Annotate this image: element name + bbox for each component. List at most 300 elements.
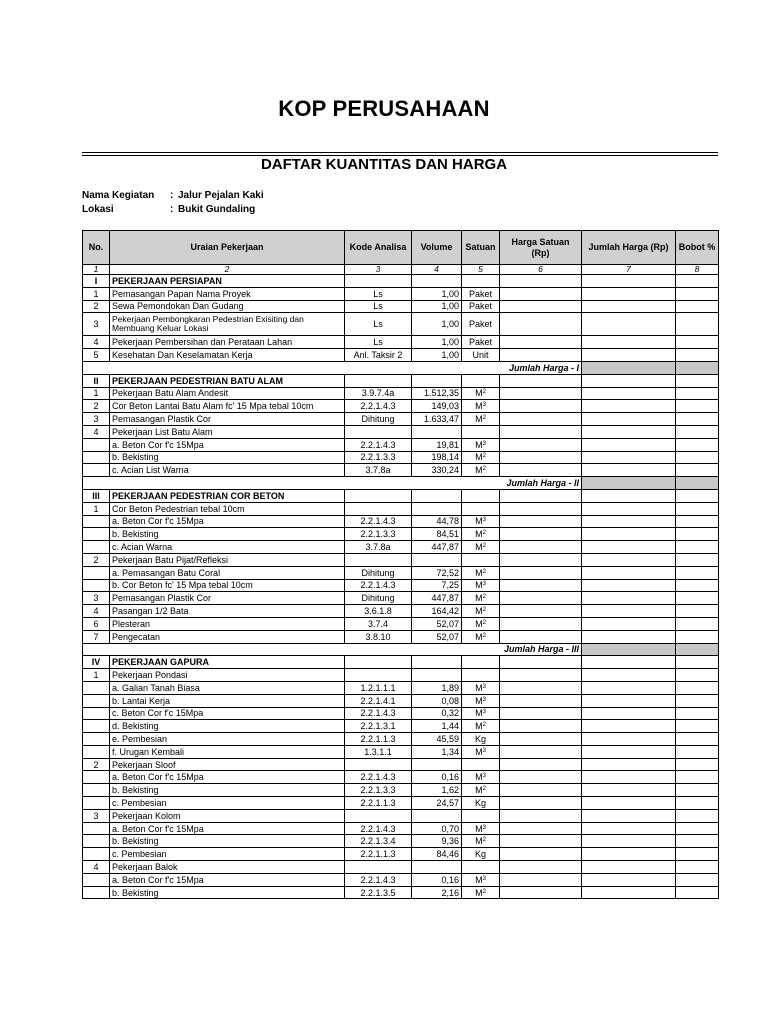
row-jumlah-harga [582,656,676,669]
col-number: 2 [110,265,345,275]
section-row [83,489,719,502]
satuan-exponent: 2 [482,619,486,626]
meta-lokasi-value: Bukit Gundaling [178,204,256,215]
satuan-unit: Paket [468,337,492,348]
satuan-exponent: 3 [482,747,486,754]
row-jumlah-harga [582,287,676,300]
row-jumlah-harga [582,336,676,349]
row-uraian: e. Pembesian [110,733,345,746]
row-jumlah-harga [582,425,676,438]
row-satuan [462,681,500,694]
header-rule-top [82,152,718,153]
row-no [83,797,110,810]
row-kode: 1.3.1.1 [345,745,412,758]
satuan-unit: M [475,529,483,540]
row-volume: 1,34 [412,745,462,758]
row-satuan [462,771,500,784]
row-kode: 3.7.8a [345,541,412,554]
table-row [83,464,719,477]
meta-colon: : [170,204,174,215]
row-bobot [676,592,719,605]
row-satuan [462,541,500,554]
table-row [83,681,719,694]
row-satuan [462,835,500,848]
col-number: 7 [582,265,676,275]
satuan-unit: M [475,401,483,412]
row-kode: 2.2.1.3.1 [345,720,412,733]
row-volume: 330,24 [412,464,462,477]
row-bobot [676,579,719,592]
table-row [83,387,719,400]
row-satuan [462,656,500,669]
row-harga-satuan [500,745,582,758]
row-no: 5 [83,349,110,362]
row-volume: 0,32 [412,707,462,720]
subtotal-value [582,643,676,656]
row-bobot [676,413,719,426]
row-volume: 1,00 [412,336,462,349]
row-jumlah-harga [582,489,676,502]
row-volume [412,275,462,288]
row-bobot [676,694,719,707]
section-title: PEKERJAAN PERSIAPAN [110,275,345,288]
row-bobot [676,451,719,464]
col-header-uraian: Uraian Pekerjaan [110,231,345,265]
row-bobot [676,886,719,899]
row-bobot [676,617,719,630]
row-satuan [462,387,500,400]
row-uraian: a. Beton Cor f'c 15Mpa [110,873,345,886]
row-no: II [83,374,110,387]
row-volume [412,809,462,822]
table-row [83,566,719,579]
row-harga-satuan [500,464,582,477]
row-uraian: Kesehatan Dan Keselamatan Kerja [110,349,345,362]
row-jumlah-harga [582,374,676,387]
row-harga-satuan [500,287,582,300]
table-row [83,541,719,554]
satuan-exponent: 2 [482,786,486,793]
row-kode [345,758,412,771]
satuan-exponent: 3 [482,581,486,588]
row-jumlah-harga [582,694,676,707]
row-uraian: a. Pemasangan Batu Coral [110,566,345,579]
row-harga-satuan [500,656,582,669]
satuan-exponent: 2 [482,389,486,396]
row-volume [412,374,462,387]
table-row [83,694,719,707]
row-kode: Ls [345,287,412,300]
row-bobot [676,707,719,720]
row-uraian: b. Bekisting [110,784,345,797]
satuan-exponent: 3 [482,696,486,703]
col-header-kode: Kode Analisa [345,231,412,265]
row-volume: 9,36 [412,835,462,848]
row-uraian: c. Pembesian [110,797,345,810]
row-jumlah-harga [582,758,676,771]
satuan-exponent: 2 [482,453,486,460]
row-uraian: d. Bekisting [110,720,345,733]
row-volume: 1.512,35 [412,387,462,400]
row-uraian: Pemasangan Plastik Cor [110,413,345,426]
row-satuan [462,313,500,336]
row-kode: 3.8.10 [345,630,412,643]
row-bobot [676,387,719,400]
row-volume: 1,00 [412,349,462,362]
row-kode: 2.2.1.3.3 [345,784,412,797]
row-satuan [462,579,500,592]
table-row [83,300,719,313]
satuan-unit: M [475,542,483,553]
satuan-exponent: 3 [482,440,486,447]
row-no: 2 [83,400,110,413]
row-uraian: c. Acian Warna [110,541,345,554]
row-kode: 3.6.1.8 [345,605,412,618]
table-row [83,720,719,733]
row-satuan [462,349,500,362]
row-satuan [462,528,500,541]
row-bobot [676,425,719,438]
row-harga-satuan [500,400,582,413]
table-row [83,630,719,643]
table-row [83,733,719,746]
row-jumlah-harga [582,553,676,566]
row-uraian: b. Cor Beton fc' 15 Mpa tebal 10cm [110,579,345,592]
row-kode: 2.2.1.3.5 [345,886,412,899]
row-no [83,681,110,694]
row-harga-satuan [500,313,582,336]
row-volume [412,758,462,771]
row-bobot [676,797,719,810]
row-kode [345,861,412,874]
row-satuan [462,797,500,810]
section-title: PEKERJAAN PEDESTRIAN COR BETON [110,489,345,502]
satuan-unit: M [475,695,483,706]
row-no [83,707,110,720]
row-bobot [676,873,719,886]
row-no: 3 [83,313,110,336]
row-satuan [462,873,500,886]
row-uraian: b. Bekisting [110,886,345,899]
row-no [83,464,110,477]
row-kode [345,669,412,682]
subtotal-spacer [83,643,110,656]
section-row [83,656,719,669]
table-header-row [83,231,719,265]
row-bobot [676,784,719,797]
row-no: I [83,275,110,288]
row-kode [345,425,412,438]
satuan-exponent: 3 [482,517,486,524]
row-satuan [462,694,500,707]
row-volume: 2,16 [412,886,462,899]
row-satuan [462,400,500,413]
subtotal-bobot [676,361,719,374]
satuan-unit: M [475,708,483,719]
row-jumlah-harga [582,464,676,477]
company-letterhead: KOP PERUSAHAAN [278,96,490,121]
satuan-unit: M [475,823,483,834]
row-jumlah-harga [582,400,676,413]
satuan-exponent: 2 [482,837,486,844]
row-harga-satuan [500,617,582,630]
row-harga-satuan [500,822,582,835]
row-kode: 3.7.4 [345,617,412,630]
table-row [83,822,719,835]
satuan-exponent: 2 [482,594,486,601]
row-kode: 2.2.1.3.4 [345,835,412,848]
row-uraian: c. Acian List Warna [110,464,345,477]
satuan-exponent: 2 [482,415,486,422]
row-jumlah-harga [582,413,676,426]
satuan-unit: M [475,631,483,642]
row-satuan [462,848,500,861]
meta-lokasi [82,203,255,217]
col-header-bobot: Bobot % [676,231,719,265]
row-harga-satuan [500,425,582,438]
satuan-unit: M [475,785,483,796]
table-row [83,349,719,362]
satuan-unit: Paket [468,288,492,299]
row-satuan [462,630,500,643]
row-uraian: c. Beton Cor f'c 15Mpa [110,707,345,720]
row-kode: 2.2.1.4.1 [345,694,412,707]
satuan-unit: M [475,580,483,591]
row-bobot [676,300,719,313]
satuan-exponent: 3 [482,875,486,882]
row-no: 4 [83,336,110,349]
row-no [83,886,110,899]
row-satuan [462,425,500,438]
row-bobot [676,733,719,746]
col-number: 1 [83,265,110,275]
table-row [83,669,719,682]
satuan-exponent: 2 [482,543,486,550]
row-satuan [462,502,500,515]
row-satuan [462,451,500,464]
row-bobot [676,438,719,451]
row-no [83,515,110,528]
row-jumlah-harga [582,745,676,758]
satuan-exponent: 2 [482,888,486,895]
row-harga-satuan [500,797,582,810]
document-title: DAFTAR KUANTITAS DAN HARGA [260,156,508,173]
row-bobot [676,861,719,874]
row-uraian: Pekerjaan Sloof [110,758,345,771]
row-no: III [83,489,110,502]
row-volume: 44,78 [412,515,462,528]
satuan-exponent: 2 [482,632,486,639]
row-harga-satuan [500,681,582,694]
subtotal-row [83,643,719,656]
table-row [83,451,719,464]
row-bobot [676,835,719,848]
row-harga-satuan [500,541,582,554]
row-kode: 2.2.1.3.3 [345,528,412,541]
satuan-exponent: 3 [482,402,486,409]
row-bobot [676,681,719,694]
row-no [83,694,110,707]
row-volume [412,669,462,682]
row-jumlah-harga [582,438,676,451]
row-volume: 1,62 [412,784,462,797]
row-kode: Anl. Taksir 2 [345,349,412,362]
row-kode: Dihitung [345,566,412,579]
row-jumlah-harga [582,886,676,899]
row-volume [412,425,462,438]
row-uraian: b. Bekisting [110,451,345,464]
row-satuan [462,515,500,528]
row-harga-satuan [500,720,582,733]
row-volume: 1,89 [412,681,462,694]
row-no: 3 [83,592,110,605]
row-harga-satuan [500,835,582,848]
row-uraian: Pekerjaan List Batu Alam [110,425,345,438]
row-volume [412,489,462,502]
subtotal-value [582,361,676,374]
row-jumlah-harga [582,822,676,835]
row-harga-satuan [500,605,582,618]
row-bobot [676,605,719,618]
row-volume [412,553,462,566]
col-header-volume: Volume [412,231,462,265]
row-volume: 72,52 [412,566,462,579]
row-bobot [676,287,719,300]
row-satuan [462,758,500,771]
subtotal-label: Jumlah Harga - III [110,643,582,656]
row-no: 4 [83,861,110,874]
satuan-unit: M [475,746,483,757]
row-kode: Ls [345,300,412,313]
row-no: 1 [83,387,110,400]
row-no: 7 [83,630,110,643]
row-jumlah-harga [582,707,676,720]
table-row [83,784,719,797]
subtotal-label: Jumlah Harga - I [110,361,582,374]
row-bobot [676,669,719,682]
row-kode: 2.2.1.3.3 [345,451,412,464]
row-kode: 2.2.1.4.3 [345,771,412,784]
table-row [83,873,719,886]
satuan-unit: M [475,721,483,732]
col-header-harga-satuan: Harga Satuan (Rp) [500,231,582,265]
row-volume: 84,51 [412,528,462,541]
row-volume: 0,16 [412,771,462,784]
subtotal-spacer [83,361,110,374]
row-volume: 0,08 [412,694,462,707]
table-row [83,528,719,541]
row-uraian: Pengecatan [110,630,345,643]
satuan-exponent: 2 [482,466,486,473]
row-kode: Dihitung [345,592,412,605]
row-no [83,848,110,861]
col-number: 8 [676,265,719,275]
row-jumlah-harga [582,797,676,810]
row-kode [345,809,412,822]
row-kode: 2.2.1.4.3 [345,579,412,592]
row-satuan [462,553,500,566]
row-harga-satuan [500,733,582,746]
section-row [83,275,719,288]
row-bobot [676,528,719,541]
row-volume: 164,42 [412,605,462,618]
row-jumlah-harga [582,873,676,886]
row-jumlah-harga [582,784,676,797]
row-bobot [676,541,719,554]
row-uraian: Pekerjaan Kolom [110,809,345,822]
table-row [83,835,719,848]
row-jumlah-harga [582,541,676,554]
satuan-exponent: 3 [482,824,486,831]
row-volume: 24,57 [412,797,462,810]
row-no: 1 [83,287,110,300]
row-jumlah-harga [582,630,676,643]
row-harga-satuan [500,861,582,874]
row-harga-satuan [500,413,582,426]
satuan-exponent: 2 [482,568,486,575]
row-harga-satuan [500,566,582,579]
row-uraian: Pekerjaan Balok [110,861,345,874]
row-jumlah-harga [582,592,676,605]
row-harga-satuan [500,630,582,643]
table-row [83,579,719,592]
col-number: 3 [345,265,412,275]
row-harga-satuan [500,528,582,541]
row-uraian: a. Beton Cor f'c 15Mpa [110,438,345,451]
row-uraian: Pekerjaan Batu Alam Andesit [110,387,345,400]
row-jumlah-harga [582,579,676,592]
row-harga-satuan [500,515,582,528]
row-bobot [676,374,719,387]
row-kode: 2.2.1.4.3 [345,438,412,451]
row-volume [412,502,462,515]
row-kode: 2.2.1.4.3 [345,707,412,720]
table-row [83,707,719,720]
table-row [83,592,719,605]
row-no [83,784,110,797]
satuan-unit: Kg [474,797,486,808]
satuan-unit: M [475,772,483,783]
table-row [83,809,719,822]
table-row [83,553,719,566]
row-bobot [676,400,719,413]
table-row [83,797,719,810]
row-harga-satuan [500,438,582,451]
row-kode: 3.9.7.4a [345,387,412,400]
row-bobot [676,313,719,336]
row-kode: 2.2.1.4.3 [345,400,412,413]
row-bobot [676,758,719,771]
table-row [83,745,719,758]
section-title: PEKERJAAN GAPURA [110,656,345,669]
row-jumlah-harga [582,605,676,618]
row-satuan [462,275,500,288]
row-uraian: a. Beton Cor f'c 15Mpa [110,822,345,835]
row-harga-satuan [500,349,582,362]
table-row [83,605,719,618]
row-kode: 2.2.1.1.3 [345,848,412,861]
row-bobot [676,848,719,861]
row-harga-satuan [500,275,582,288]
row-uraian: Pekerjaan Pondasi [110,669,345,682]
row-jumlah-harga [582,809,676,822]
row-satuan [462,733,500,746]
row-jumlah-harga [582,681,676,694]
row-kode [345,502,412,515]
row-volume: 1.633,47 [412,413,462,426]
row-harga-satuan [500,336,582,349]
row-jumlah-harga [582,669,676,682]
